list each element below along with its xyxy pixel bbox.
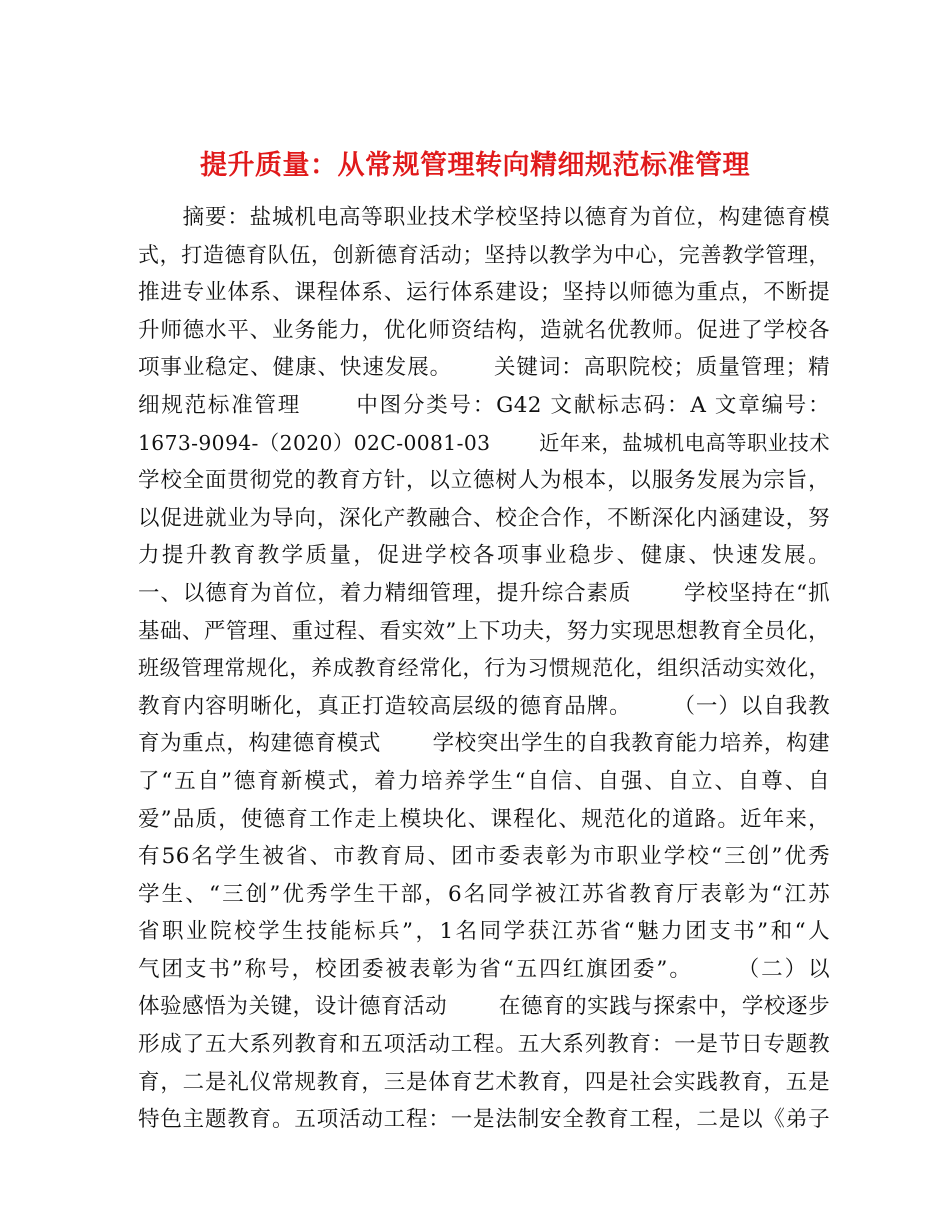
body-line: 爱”品质，使德育工作走上模块化、课程化、规范化的道路。近年来， <box>138 806 830 832</box>
body-line: 育，二是礼仪常规教育，三是体育艺术教育，四是社会实践教育，五是 <box>138 1069 830 1095</box>
document-body <box>138 199 830 1139</box>
body-line: 特色主题教育。五项活动工程：一是法制安全教育工程，二是以《弟子 <box>138 1107 830 1133</box>
body-line: 升师德水平、业务能力，优化师资结构，造就名优教师。促进了学校各 <box>138 317 830 343</box>
body-line: 班级管理常规化，养成教育经常化，行为习惯规范化，组织活动实效化， <box>138 656 830 681</box>
body-line: 细规范标准管理 中图分类号：G42 文献标志码：A 文章编号： <box>138 392 830 418</box>
body-line: 一、以德育为首位，着力精细管理，提升综合素质 学校坚持在“抓 <box>138 580 830 606</box>
body-line: 教育内容明晰化，真正打造较高层级的德育品牌。 （一）以自我教 <box>138 693 830 719</box>
body-line: 省职业院校学生技能标兵”，1名同学获江苏省“魅力团支书”和“人 <box>138 919 830 945</box>
body-line: 推进专业体系、课程体系、运行体系建设；坚持以师德为重点，不断提 <box>138 280 830 306</box>
body-line: 学校全面贯彻党的教育方针，以立德树人为根本，以服务发展为宗旨， <box>138 468 830 494</box>
body-line: 项事业稳定、健康、快速发展。 关键词：高职院校；质量管理；精 <box>138 355 830 381</box>
body-line: 有56名学生被省、市教育局、团市委表彰为市职业学校“三创”优秀 <box>138 844 830 870</box>
body-line: 力提升教育教学质量，促进学校各项事业稳步、健康、快速发展。 <box>138 543 830 569</box>
body-line: 学生、“三创”优秀学生干部，6名同学被江苏省教育厅表彰为“江苏 <box>138 881 830 907</box>
body-line: 以促进就业为导向，深化产教融合、校企合作，不断深化内涵建设，努 <box>138 505 830 531</box>
body-line: 形成了五大系列教育和五项活动工程。五大系列教育：一是节日专题教 <box>138 1032 830 1058</box>
body-line: 1673-9094-（2020）02C-0081-03 近年来，盐城机电高等职业技术 <box>138 430 830 455</box>
body-line: 基础、严管理、重过程、看实效”上下功夫，努力实现思想教育全员化， <box>138 618 830 644</box>
body-line: 体验感悟为关键，设计德育活动 在德育的实践与探索中，学校逐步 <box>138 994 830 1020</box>
body-line: 育为重点，构建德育模式 学校突出学生的自我教育能力培养，构建 <box>138 731 830 757</box>
body-line: 了“五自”德育新模式，着力培养学生“自信、自强、自立、自尊、自 <box>138 768 830 794</box>
body-line: 式，打造德育队伍，创新德育活动；坚持以教学为中心，完善教学管理， <box>138 242 830 267</box>
body-line: 摘要：盐城机电高等职业技术学校坚持以德育为首位，构建德育模 <box>138 205 830 230</box>
document-title: 提升质量：从常规管理转向精细规范标准管理 <box>200 150 750 182</box>
body-line: 气团支书”称号，校团委被表彰为省“五四红旗团委”。 （二）以 <box>138 956 830 982</box>
